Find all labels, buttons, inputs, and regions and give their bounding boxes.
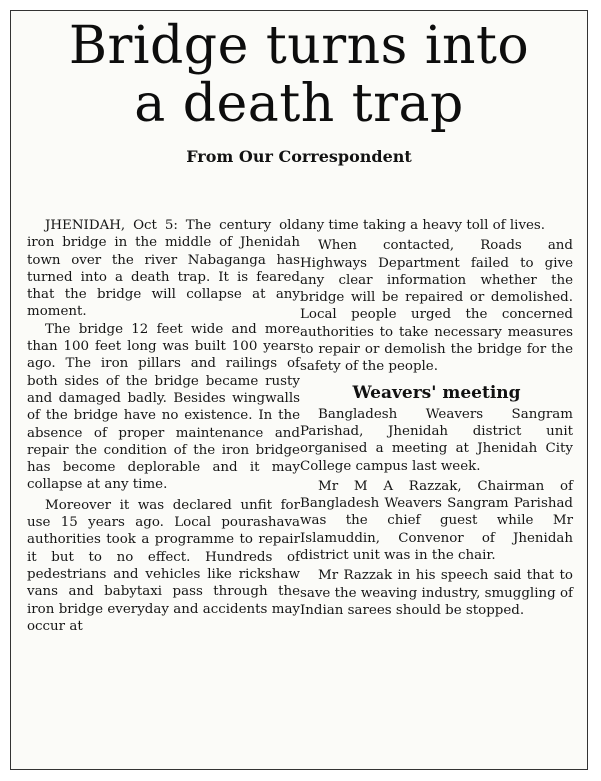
headline-line-2: a death trap xyxy=(134,74,464,134)
paragraph-chief-guest: Mr M A Razzak, Chairman of Bangladesh Weavers Sangram Parishad was the chief guest while Mr Islamuddin, Convenor of Jhenidah district unit was in the chair. xyxy=(300,478,573,564)
paragraph-roads-highways: When contacted, Roads and Highways Department failed to give any clear information whether the bridge will be repaired or demolished. Local people urged the concerned authorities to take necessary measures to repair or demolish the bridge for the safety of the people. xyxy=(300,238,573,375)
right-column xyxy=(300,217,575,763)
paragraph-razzak-speech: Mr Razzak in his speech said that to save the weaving industry, smuggling of Indian sarees should be stopped. xyxy=(300,568,573,618)
newspaper-clipping xyxy=(10,10,588,770)
paragraph-continuation: any time taking a heavy toll of lives. xyxy=(300,218,546,233)
article-body xyxy=(23,217,575,763)
headline xyxy=(11,17,587,133)
paragraph-weavers-parishad: Bangladesh Weavers Sangram Parishad, Jhenidah district unit organised a meeting at Jhenidah City College campus last week. xyxy=(300,406,573,474)
subhead-weavers-meeting: Weavers' meeting xyxy=(352,382,521,403)
paragraph-dateline: JHENIDAH, Oct 5: The century old iron bridge in the middle of Jhenidah town over the river Nabaganga has turned into a death trap. It is feared that the bridge will collapse at any moment. xyxy=(27,218,300,320)
paragraph-bridge-description: The bridge 12 feet wide and more than 100 feet long was built 100 years ago. The iron pillars and railings of both sides of the bridge became rusty and damaged badly. Besides wingwalls of the bridge have no existence. In the absence of proper maintenance and repair the condition of the iron bridge has become deplorable and it may collapse at any time. xyxy=(27,321,300,493)
paragraph-unfit-for-use: Moreover it was declared unfit for use 15 years ago. Local pourashava authorities took a programme to repair it but to no effect. Hundreds of pedestrians and vehicles like rickshaw vans and babytaxi pass through the iron bridge everyday and accidents may occur at xyxy=(27,497,300,634)
byline: From Our Correspondent xyxy=(186,147,412,166)
left-column xyxy=(23,217,300,763)
headline-line-1: Bridge turns into xyxy=(68,16,530,76)
